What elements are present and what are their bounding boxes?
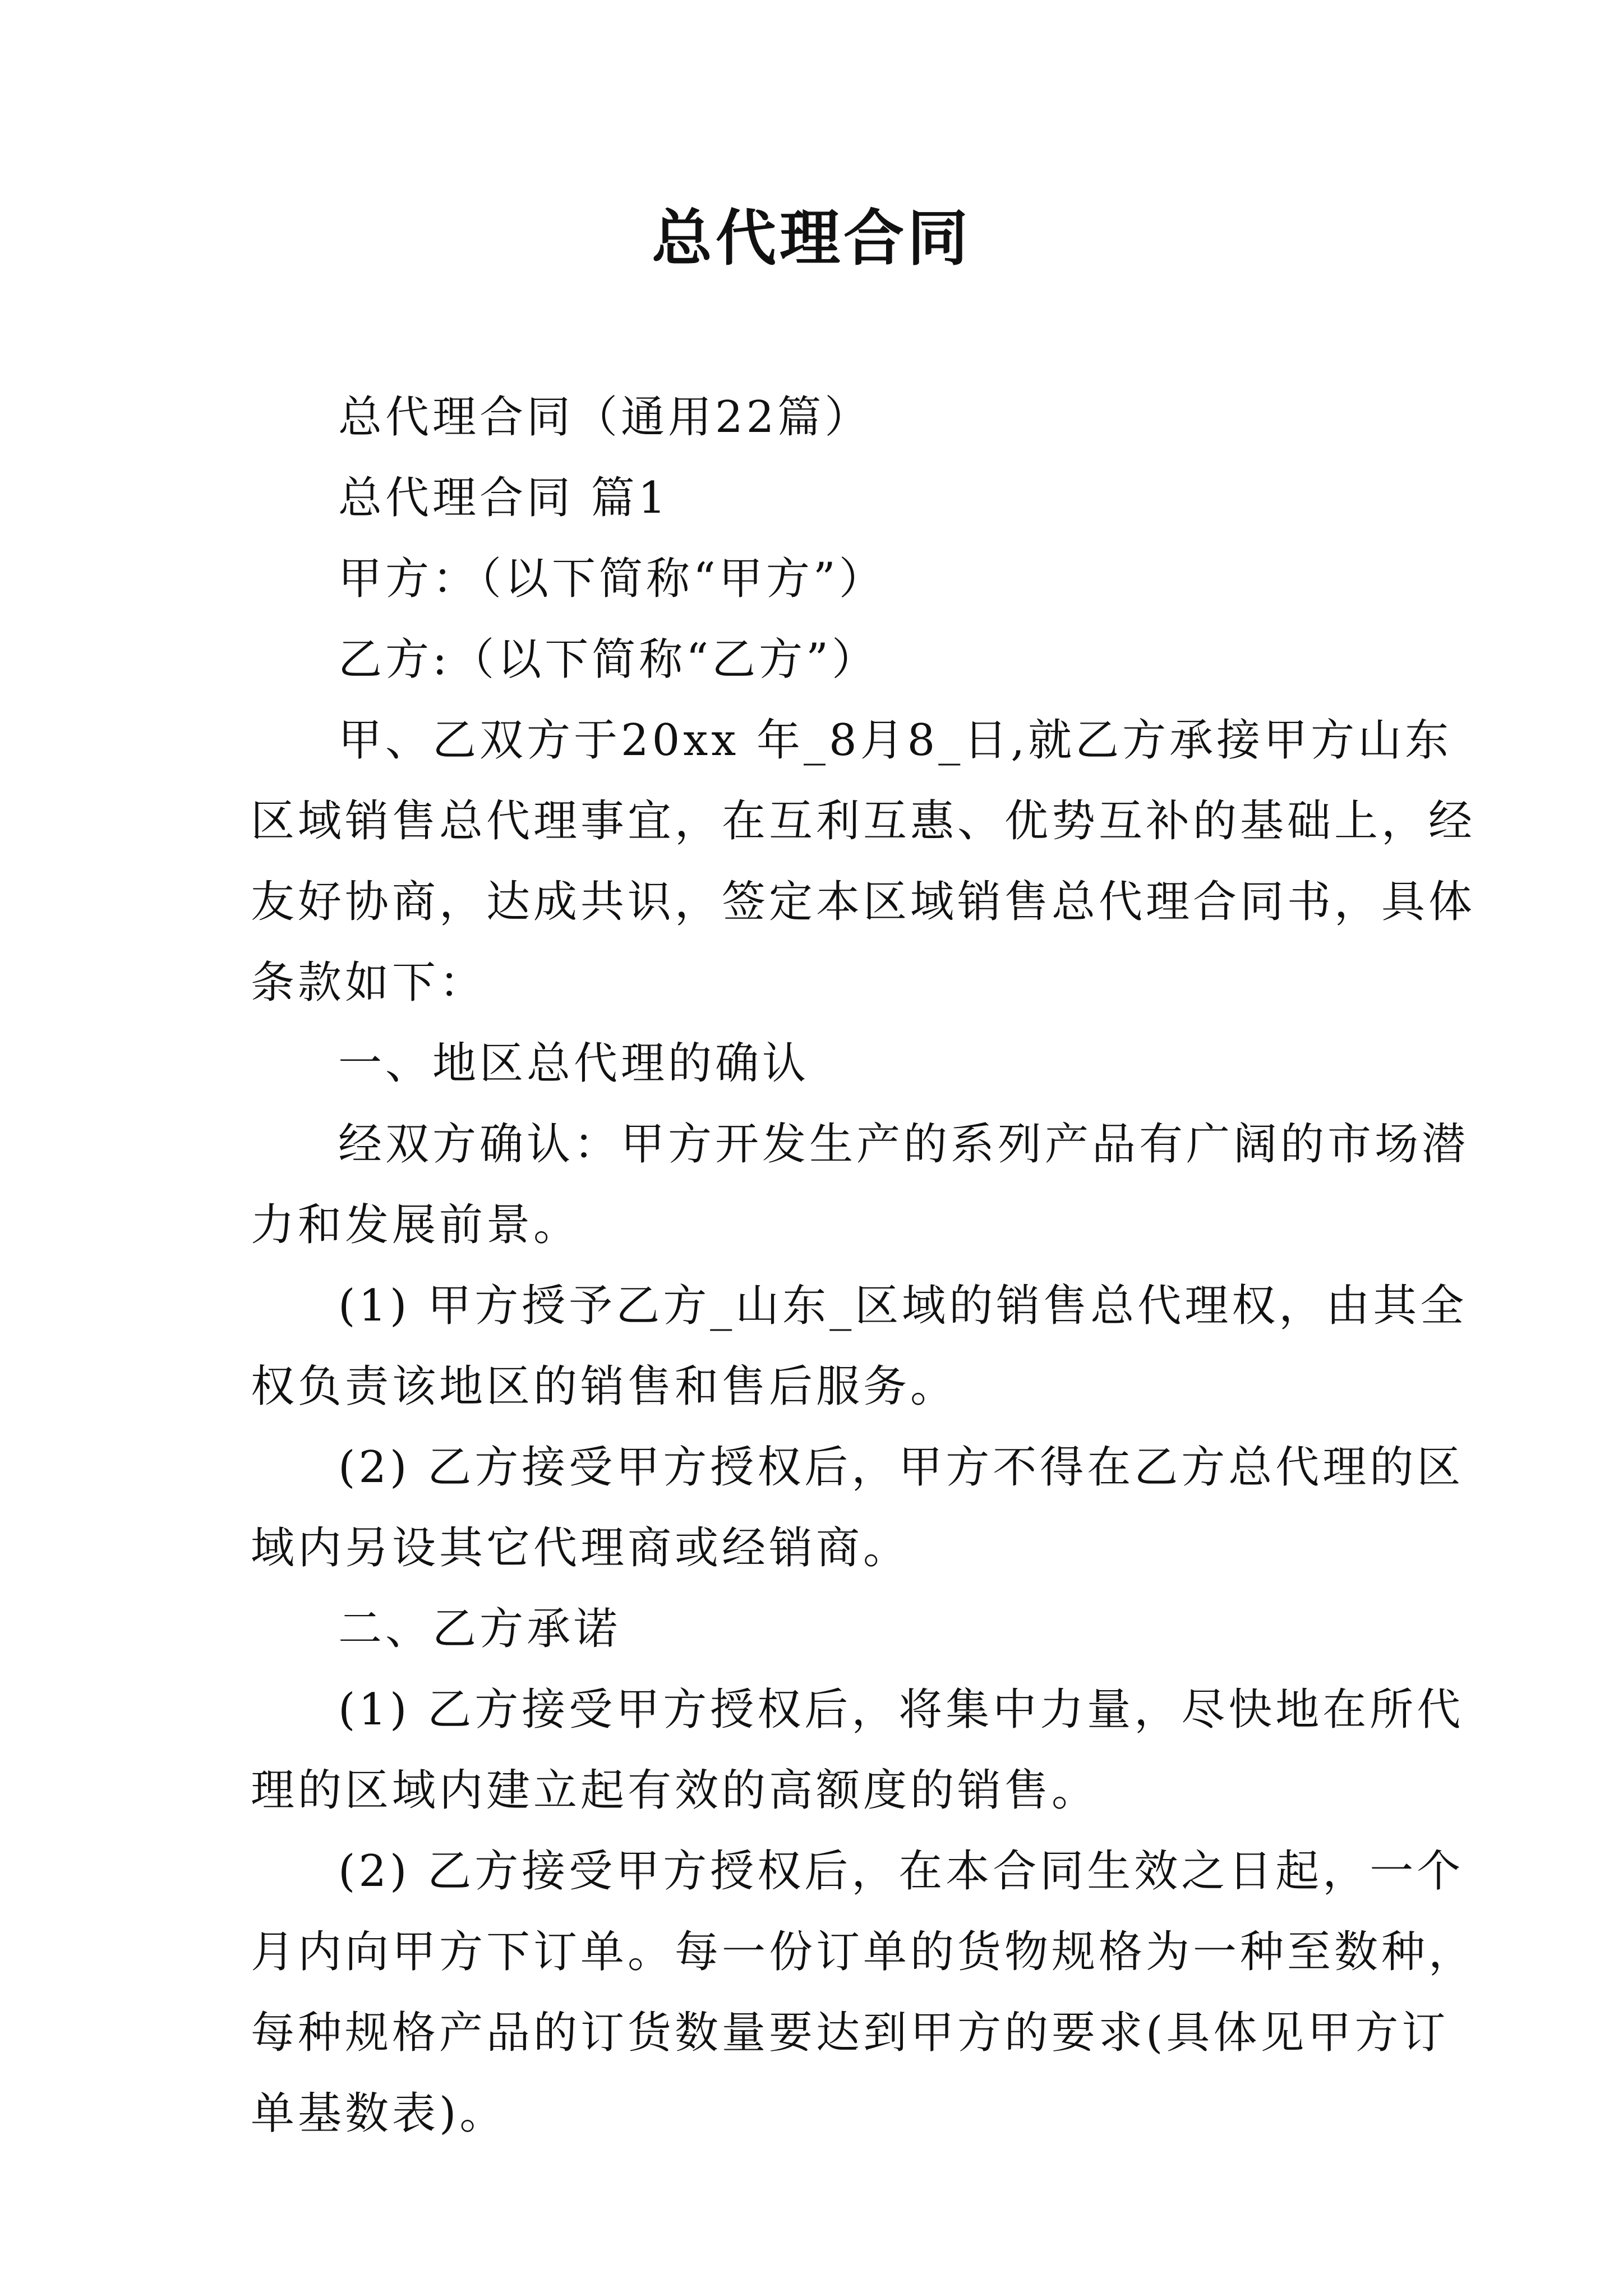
clause-heading-line: 一、地区总代理的确认 <box>338 1038 810 1089</box>
section-heading-line: 总代理合同 篇1 <box>338 473 670 523</box>
clause-heading-line: 二、乙方承诺 <box>338 1604 621 1654</box>
paragraph-line: 单基数表)。 <box>251 2088 507 2139</box>
paragraph-line: (1) 乙方接受甲方授权后，将集中力量，尽快地在所代 <box>338 1685 1464 1735</box>
paragraph-line: 条款如下： <box>251 958 487 1008</box>
document-title: 总代理合同 <box>651 203 971 274</box>
document-body <box>251 377 1476 2154</box>
paragraph-line: (2) 乙方接受甲方授权后，在本合同生效之日起，一个 <box>338 1846 1464 1897</box>
paragraph-line: 权负责该地区的销售和售后服务。 <box>251 1361 958 1412</box>
paragraph-line: 月内向甲方下订单。每一份订单的货物规格为一种至数种， <box>251 1927 1476 1977</box>
paragraph-line: 理的区域内建立起有效的高额度的销售。 <box>251 1765 1099 1816</box>
subtitle-line: 总代理合同（通用22篇） <box>338 392 872 443</box>
paragraph-line: 域内另设其它代理商或经销商。 <box>251 1523 911 1573</box>
paragraph-line: 甲、乙双方于20xx 年_8月8_日,就乙方承接甲方山东 <box>338 715 1453 766</box>
paragraph-line: 友好协商，达成共识，签定本区域销售总代理合同书，具体 <box>251 877 1476 927</box>
paragraph-line: 每种规格产品的订货数量要达到甲方的要求(具体见甲方订 <box>251 2008 1449 2058</box>
paragraph-line: 经双方确认：甲方开发生产的系列产品有广阔的市场潜 <box>338 1119 1469 1170</box>
party-b-line: 乙方:（以下简称“乙方”） <box>338 634 879 685</box>
paragraph-line: 力和发展前景。 <box>251 1200 581 1250</box>
party-a-line: 甲方：（以下简称“甲方”） <box>338 554 886 604</box>
paragraph-line: 区域销售总代理事宜，在互利互惠、优势互补的基础上，经 <box>251 796 1476 846</box>
paragraph-line: (1) 甲方授予乙方_山东_区域的销售总代理权，由其全 <box>338 1281 1468 1331</box>
paragraph-line: (2) 乙方接受甲方授权后，甲方不得在乙方总代理的区 <box>338 1442 1464 1493</box>
